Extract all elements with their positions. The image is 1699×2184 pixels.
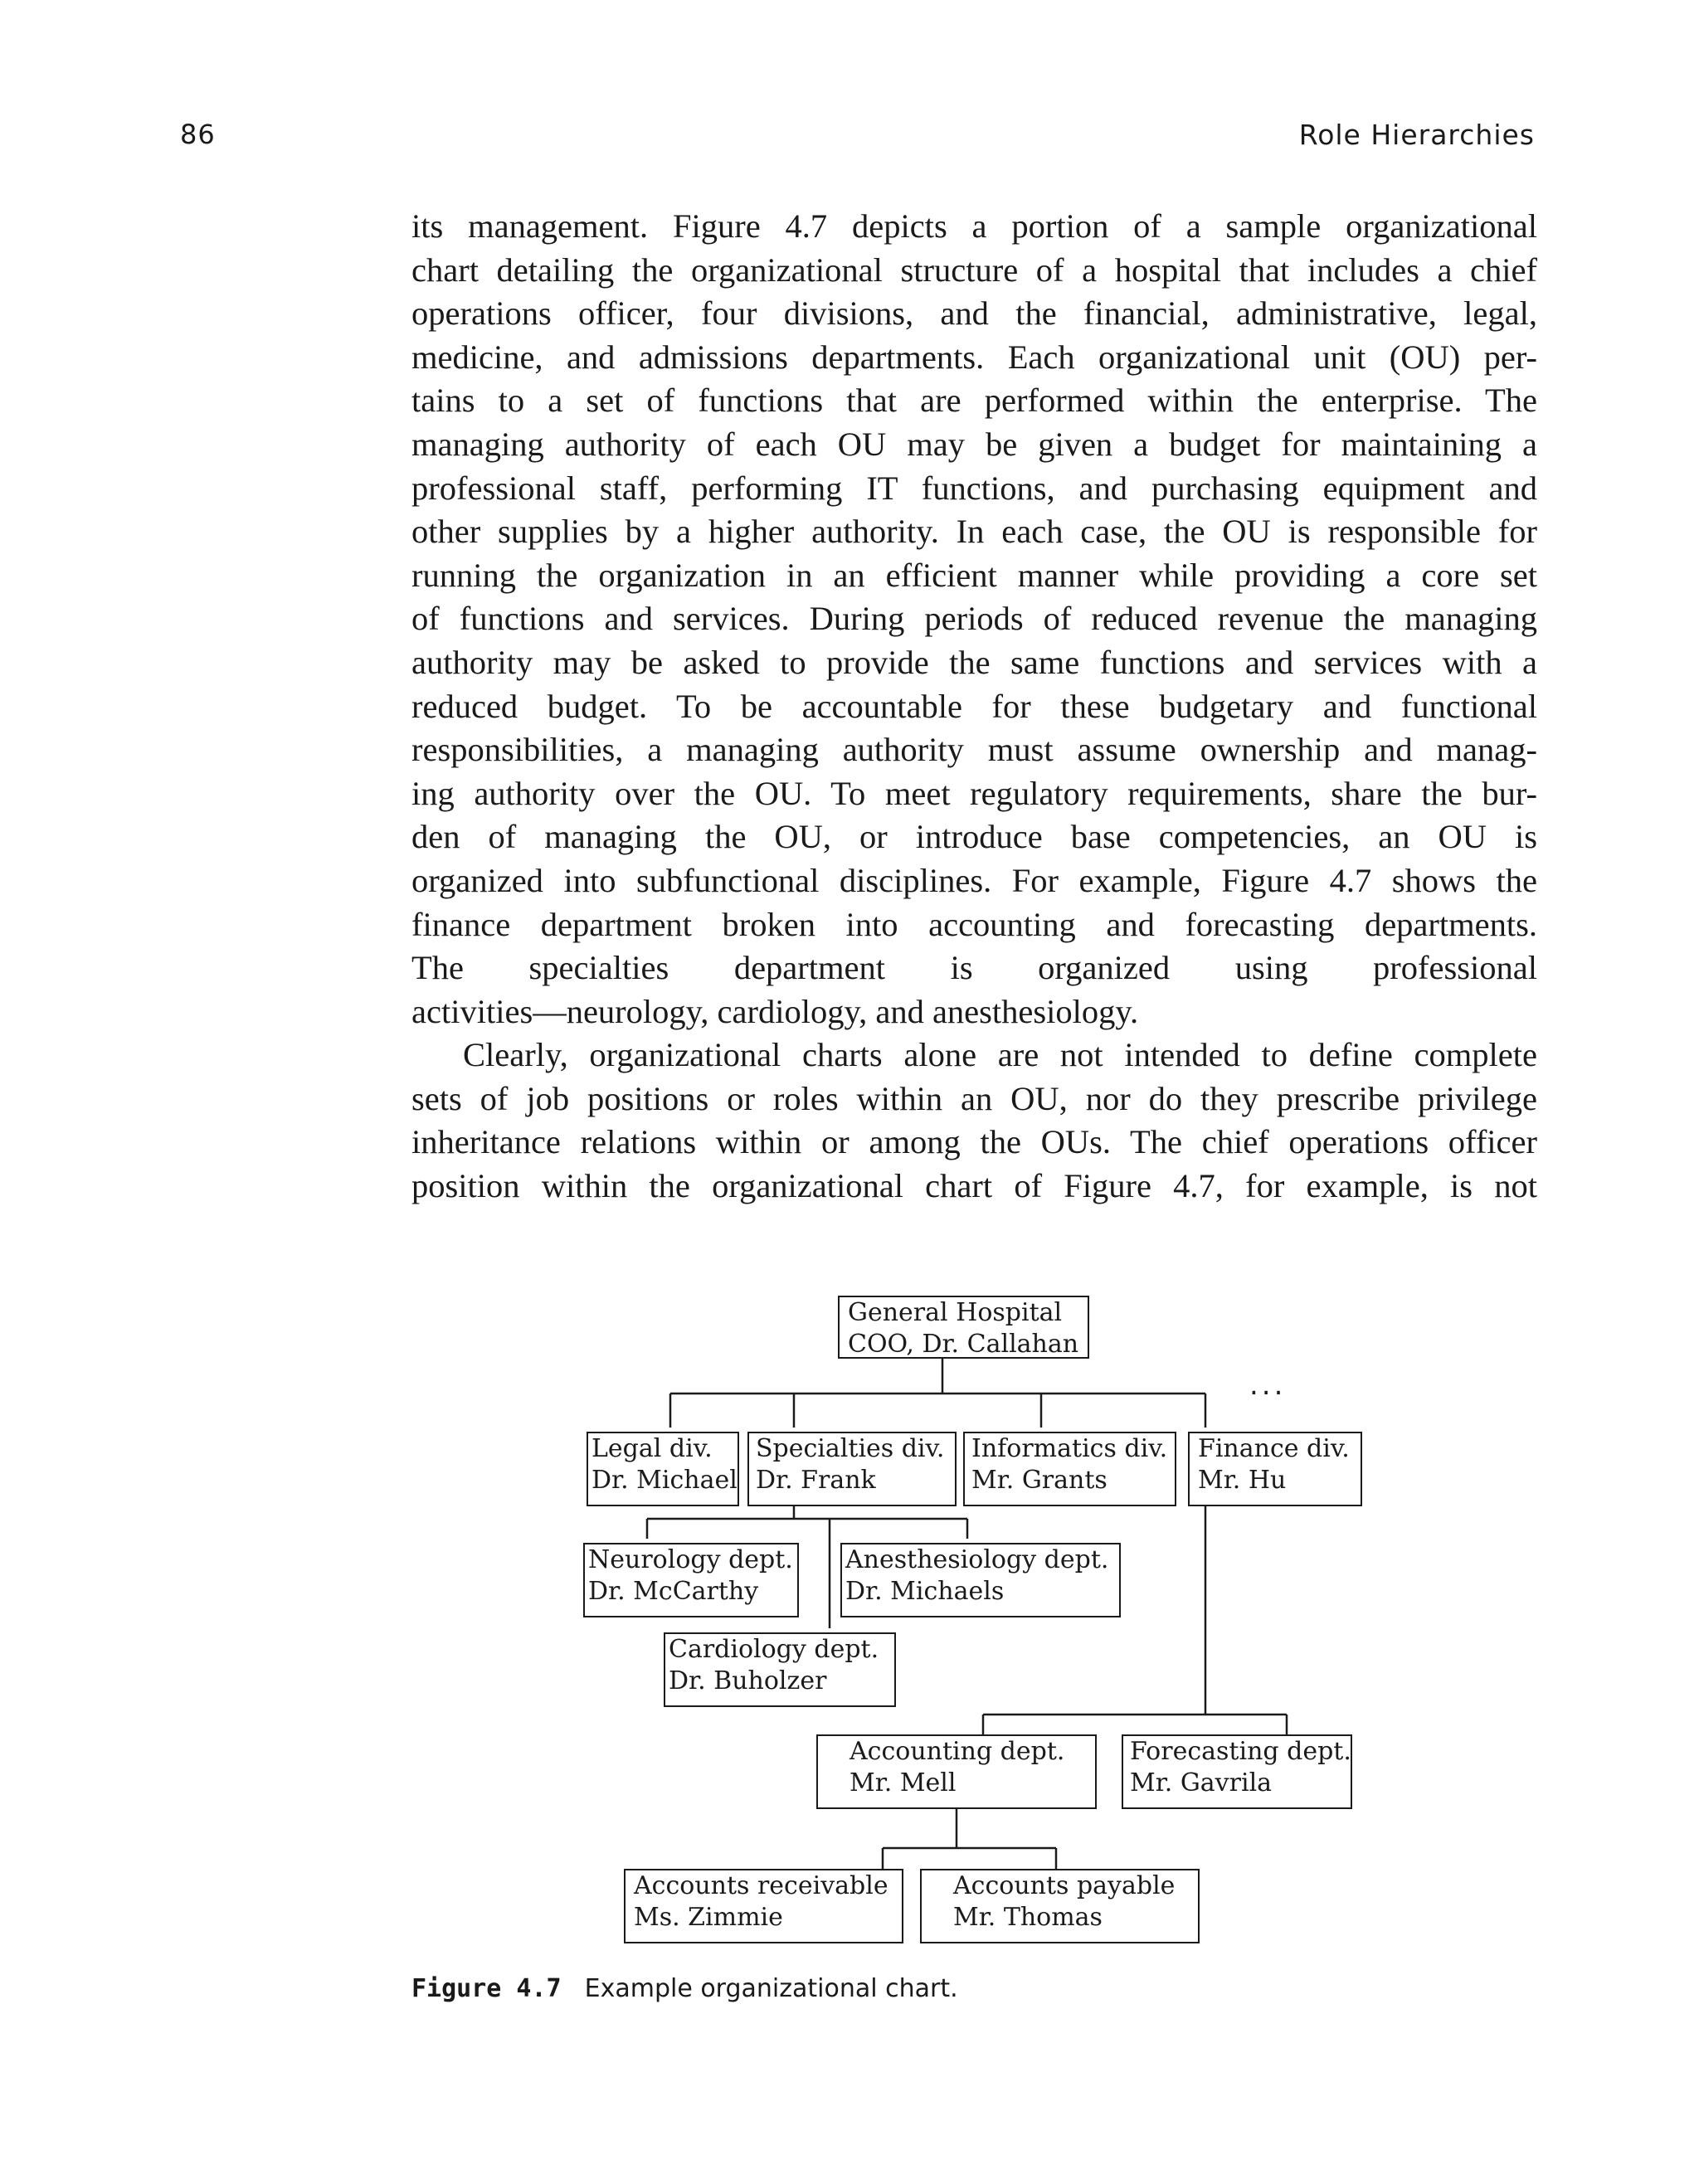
caption-label: Figure 4.7 [411, 1974, 562, 2003]
text-line: The specialties department is organized using professional [411, 949, 1537, 987]
node-title: General Hospital [848, 1298, 1063, 1327]
node-head: Dr. Michaels [845, 1577, 1005, 1606]
node-anesthesiology-dept [840, 1543, 1121, 1617]
node-title: Accounts payable [953, 1871, 1176, 1900]
figure-caption [411, 1974, 958, 2003]
node-title: Neurology dept. [588, 1545, 793, 1574]
text-line: authority may be asked to provide the same functions and services with a [411, 643, 1537, 681]
node-head: Dr. Buholzer [669, 1666, 827, 1695]
node-title: Cardiology dept. [669, 1635, 879, 1664]
node-head: Mr. Hu [1198, 1466, 1287, 1495]
node-head: Dr. Frank [756, 1466, 876, 1495]
text-line: position within the organizational chart of Figure 4.7, for example, is not [411, 1167, 1537, 1205]
running-head: Role Hierarchies [1298, 119, 1535, 151]
node-title: Accounting dept. [850, 1737, 1065, 1766]
text-line: responsibilities, a managing authority must assume ownership and manag- [411, 731, 1537, 769]
text-line: medicine, and admissions departments. Each organizational unit (OU) per- [411, 338, 1537, 376]
text-line: other supplies by a higher authority. In each case, the OU is responsible for [411, 513, 1537, 551]
text-line: activities—neurology, cardiology, and anesthesiology. [411, 992, 1139, 1030]
node-general-hospital [838, 1296, 1089, 1359]
text-line: finance department broken into accounting and forecasting departments. [411, 905, 1537, 943]
node-title: Forecasting dept. [1130, 1737, 1351, 1766]
text-line: inheritance relations within or among the OUs. The chief operations officer [411, 1123, 1537, 1161]
node-title: Finance div. [1198, 1434, 1350, 1463]
node-finance-div [1188, 1432, 1362, 1506]
node-accounting-dept [816, 1734, 1097, 1809]
text-line: running the organization in an efficient manner while providing a core set [411, 556, 1537, 594]
text-line: den of managing the OU, or introduce base competencies, an OU is [411, 818, 1537, 856]
body-text [411, 205, 1537, 1209]
text-line: managing authority of each OU may be given a budget for maintaining a [411, 425, 1537, 463]
node-legal-div [587, 1432, 739, 1506]
text-line: ing authority over the OU. To meet regulatory requirements, share the bur- [411, 774, 1537, 812]
node-informatics-div [963, 1432, 1176, 1506]
node-forecasting-dept [1122, 1734, 1352, 1809]
text-line: reduced budget. To be accountable for these budgetary and functional [411, 687, 1537, 725]
node-neurology-dept [583, 1543, 799, 1617]
node-title: Anesthesiology dept. [845, 1545, 1109, 1574]
node-title: Accounts receivable [634, 1871, 888, 1900]
node-specialties-div [747, 1432, 957, 1506]
text-line: operations officer, four divisions, and the financial, administrative, legal, [411, 294, 1537, 333]
node-head: COO, Dr. Callahan [848, 1330, 1079, 1359]
node-head: Dr. Michael [591, 1466, 738, 1495]
org-chart-figure [564, 1286, 1394, 1958]
text-line: Clearly, organizational charts alone are not intended to define complete [463, 1036, 1537, 1074]
node-accounts-receivable [624, 1869, 903, 1943]
node-title: Specialties div. [756, 1434, 945, 1463]
ellipsis: ... [1249, 1369, 1287, 1402]
text-line: tains to a set of functions that are performed within the enterprise. The [411, 382, 1537, 420]
text-line: professional staff, performing IT functions, and purchasing equipment and [411, 469, 1537, 507]
node-accounts-payable [920, 1869, 1200, 1943]
node-head: Dr. McCarthy [588, 1577, 759, 1606]
paragraph-2 [411, 1034, 1537, 1208]
node-cardiology-dept [664, 1632, 896, 1707]
node-title: Informatics div. [971, 1434, 1168, 1463]
node-head: Mr. Thomas [953, 1903, 1103, 1932]
text-line: of functions and services. During periods of reduced revenue the managing [411, 600, 1537, 638]
node-head: Mr. Gavrila [1130, 1768, 1273, 1797]
text-line: its management. Figure 4.7 depicts a portion of a sample organizational [411, 207, 1537, 245]
caption-text: Example organizational chart. [584, 1974, 958, 2003]
page-number: 86 [180, 119, 216, 150]
text-line: organized into subfunctional disciplines. For example, Figure 4.7 shows the [411, 861, 1537, 899]
text-line: chart detailing the organizational structure of a hospital that includes a chief [411, 251, 1537, 289]
node-head: Mr. Grants [971, 1466, 1108, 1495]
text-line: sets of job positions or roles within an OU, nor do they prescribe privilege [411, 1079, 1537, 1117]
node-title: Legal div. [591, 1434, 713, 1463]
paragraph-1 [411, 205, 1537, 1034]
node-head: Mr. Mell [850, 1768, 957, 1797]
node-head: Ms. Zimmie [634, 1903, 783, 1932]
